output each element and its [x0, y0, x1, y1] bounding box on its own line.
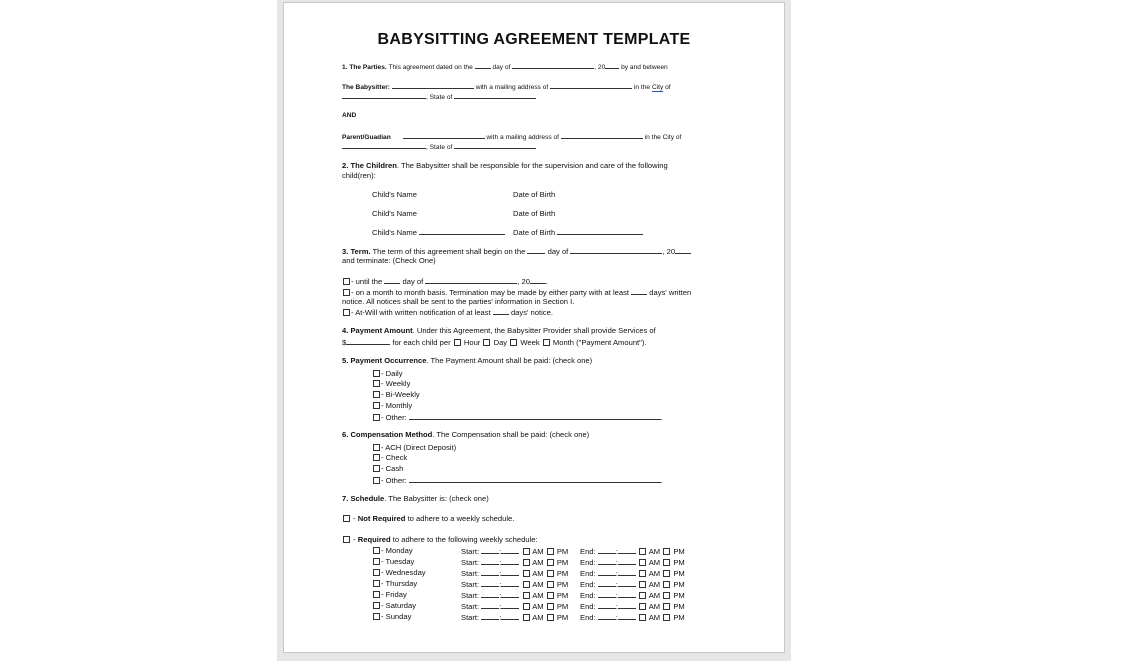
blank	[454, 91, 536, 99]
pm-label: PM	[556, 569, 569, 578]
checkbox[interactable]	[639, 581, 646, 588]
checkbox[interactable]	[547, 581, 554, 588]
end-label: End:	[580, 591, 598, 600]
blank	[501, 612, 519, 620]
pm-label: PM	[673, 580, 685, 589]
schedule-day-label: - Thursday	[381, 579, 418, 588]
blank	[557, 227, 643, 235]
schedule-day-label: - Tuesday	[381, 557, 415, 566]
term-line-2: and terminate: (Check One)	[342, 256, 436, 265]
term-until: - until the day of , 20 .	[342, 276, 548, 286]
checkbox[interactable]	[663, 559, 670, 566]
checkbox[interactable]	[373, 547, 380, 554]
blank	[475, 61, 491, 69]
term-notice: notice. All notices shall be sent to the parties' information in Section I.	[342, 297, 575, 306]
blank	[675, 246, 691, 254]
am-label: AM	[648, 602, 663, 611]
occurrence-option: - Monthly	[372, 401, 412, 410]
checkbox[interactable]	[343, 289, 350, 296]
city-word: City	[651, 84, 664, 91]
schedule-end: End: : AM PM	[580, 613, 685, 622]
checkbox[interactable]	[663, 570, 670, 577]
checkbox[interactable]	[343, 536, 350, 543]
blank	[598, 612, 616, 620]
blank	[570, 246, 662, 254]
checkbox[interactable]	[343, 309, 350, 316]
parent-line: Parent/Guadian with a mailing address of in the City of	[342, 131, 681, 142]
blank	[425, 276, 517, 284]
schedule-required: - Required to adhere to the following weekly schedule:	[342, 535, 538, 544]
schedule-end: End: : AM PM	[580, 580, 685, 589]
am-label: AM	[648, 580, 663, 589]
schedule-line: 7. Schedule. The Babysitter is: (check one)	[342, 494, 489, 503]
child-dob-1: Date of Birth	[513, 190, 556, 199]
checkbox[interactable]	[373, 591, 380, 598]
schedule-end: End: : AM PM	[580, 591, 685, 600]
checkbox[interactable]	[663, 548, 670, 555]
schedule-day-label: - Friday	[381, 590, 407, 599]
end-label: End:	[580, 602, 598, 611]
occurrence-line: 5. Payment Occurrence. The Payment Amount shall be paid: (check one)	[342, 356, 593, 365]
payment-line-2: $ for each child per Hour Day Week Month ("Payment Amount").	[342, 338, 647, 347]
blank	[481, 557, 499, 565]
end-label: End:	[580, 569, 598, 578]
pm-label: PM	[673, 547, 685, 556]
am-label: AM	[532, 591, 546, 600]
blank	[550, 81, 632, 89]
checkbox[interactable]	[639, 559, 646, 566]
checkbox[interactable]	[547, 559, 554, 566]
blank	[409, 475, 661, 483]
checkbox[interactable]	[663, 581, 670, 588]
blank	[481, 590, 499, 598]
term-month: - on a month to month basis. Termination may be made by either party with at least days' written	[342, 287, 691, 297]
am-label: AM	[532, 613, 546, 622]
blank	[501, 579, 519, 587]
schedule-day	[372, 579, 417, 588]
schedule-not-required: - Not Required to adhere to a weekly schedule.	[342, 514, 514, 523]
checkbox[interactable]	[343, 278, 350, 285]
blank	[454, 141, 536, 149]
schedule-day-label: - Sunday	[381, 612, 412, 621]
compensation-option: - ACH (Direct Deposit)	[372, 443, 456, 452]
schedule-end: End: : AM PM	[580, 602, 685, 611]
blank	[493, 307, 509, 315]
blank	[501, 557, 519, 565]
pm-label: PM	[673, 591, 685, 600]
checkbox[interactable]	[373, 444, 380, 451]
parent-label: Parent/Guadian	[342, 134, 391, 141]
parties-line-1: 1. The Parties. This agreement dated on the day of , 20 by and between	[342, 61, 668, 72]
blank	[501, 601, 519, 609]
checkbox[interactable]	[547, 548, 554, 555]
occurrence-option: - Weekly	[372, 379, 410, 388]
term-label: 3. Term.	[342, 247, 371, 256]
start-label: Start:	[461, 591, 482, 600]
start-label: Start:	[461, 547, 482, 556]
blank	[598, 590, 616, 598]
checkbox[interactable]	[373, 465, 380, 472]
document-page	[283, 2, 785, 653]
blank	[392, 81, 474, 89]
term-atwill: - At-Will with written notification of at least days' notice.	[342, 307, 553, 317]
blank	[561, 131, 643, 139]
checkbox[interactable]	[373, 569, 380, 576]
blank	[409, 412, 661, 420]
am-label: AM	[532, 580, 546, 589]
schedule-day	[372, 612, 411, 621]
child-dob-3: Date of Birth	[513, 227, 643, 237]
checkbox[interactable]	[547, 570, 554, 577]
schedule-start: Start: : AM PM	[461, 613, 569, 622]
occurrence-option: - Other: .	[372, 412, 663, 422]
blank	[403, 131, 485, 139]
checkbox[interactable]	[523, 614, 530, 621]
blank	[384, 276, 400, 284]
blank	[598, 601, 616, 609]
start-label: Start:	[461, 558, 482, 567]
parties-label: 1. The Parties.	[342, 64, 387, 71]
parent-state-line: , State of	[342, 141, 536, 152]
blank	[501, 590, 519, 598]
blank	[346, 337, 390, 345]
pm-label: PM	[673, 569, 685, 578]
checkbox[interactable]	[343, 515, 350, 522]
start-label: Start:	[461, 569, 482, 578]
occurrence-label: 5. Payment Occurrence	[342, 356, 427, 365]
checkbox[interactable]	[663, 614, 670, 621]
checkbox[interactable]	[523, 559, 530, 566]
checkbox[interactable]	[639, 592, 646, 599]
schedule-day-label: - Saturday	[381, 601, 417, 610]
end-label: End:	[580, 558, 598, 567]
am-label: AM	[532, 558, 546, 567]
blank	[527, 246, 545, 254]
blank	[618, 546, 636, 554]
pm-label: PM	[556, 547, 569, 556]
blank	[618, 590, 636, 598]
checkbox[interactable]	[373, 370, 380, 377]
schedule-day	[372, 590, 407, 599]
children-label: 2. The Children	[342, 161, 397, 170]
child-row-3: Child's Name	[372, 227, 505, 237]
term-line-1: 3. Term. The term of this agreement shall begin on the day of , 20	[342, 246, 691, 256]
blank	[618, 601, 636, 609]
checkbox[interactable]	[547, 614, 554, 621]
am-label: AM	[648, 569, 663, 578]
babysitter-label: The Babysitter:	[342, 84, 390, 91]
checkbox[interactable]	[373, 477, 380, 484]
pm-label: PM	[673, 613, 685, 622]
checkbox[interactable]	[547, 592, 554, 599]
checkbox[interactable]	[483, 339, 490, 346]
schedule-day-label: - Wednesday	[381, 568, 426, 577]
pm-label: PM	[556, 591, 569, 600]
end-label: End:	[580, 613, 598, 622]
babysitter-state-line: , State of	[342, 91, 536, 102]
checkbox[interactable]	[373, 380, 380, 387]
blank	[501, 546, 519, 554]
checkbox[interactable]	[373, 602, 380, 609]
schedule-day-label: - Monday	[381, 546, 413, 555]
child-dob-2: Date of Birth	[513, 209, 556, 218]
schedule-start: Start: : AM PM	[461, 569, 569, 578]
blank	[342, 141, 426, 149]
blank	[618, 612, 636, 620]
schedule-start: Start: : AM PM	[461, 547, 569, 556]
schedule-day	[372, 568, 426, 577]
blank	[512, 61, 594, 69]
pm-label: PM	[556, 580, 569, 589]
checkbox[interactable]	[543, 339, 550, 346]
blank	[419, 227, 505, 235]
schedule-end: End: : AM PM	[580, 569, 685, 578]
schedule-day	[372, 557, 414, 566]
payment-label: 4. Payment Amount	[342, 326, 413, 335]
pm-label: PM	[556, 558, 569, 567]
blank	[618, 568, 636, 576]
blank	[618, 579, 636, 587]
am-label: AM	[532, 602, 546, 611]
blank	[530, 276, 546, 284]
schedule-start: Start: : AM PM	[461, 558, 569, 567]
blank	[605, 61, 619, 69]
compensation-label: 6. Compensation Method	[342, 430, 433, 439]
pm-label: PM	[673, 558, 685, 567]
blank	[501, 568, 519, 576]
occurrence-option: - Bi-Weekly	[372, 390, 420, 399]
checkbox[interactable]	[663, 603, 670, 610]
child-name-2: Child's Name	[372, 209, 417, 218]
checkbox[interactable]	[547, 603, 554, 610]
am-label: AM	[648, 591, 663, 600]
checkbox[interactable]	[523, 548, 530, 555]
blank	[618, 557, 636, 565]
child-name-1: Child's Name	[372, 190, 417, 199]
checkbox[interactable]	[639, 548, 646, 555]
checkbox[interactable]	[639, 603, 646, 610]
checkbox[interactable]	[373, 454, 380, 461]
am-label: AM	[532, 569, 546, 578]
checkbox[interactable]	[510, 339, 517, 346]
blank	[342, 91, 426, 99]
checkbox[interactable]	[373, 558, 380, 565]
compensation-option: - Cash	[372, 464, 403, 473]
blank	[481, 601, 499, 609]
schedule-start: Start: : AM PM	[461, 580, 569, 589]
compensation-option: - Check	[372, 453, 407, 462]
schedule-end: End: : AM PM	[580, 558, 685, 567]
schedule-start: Start: : AM PM	[461, 602, 569, 611]
document-title: BABYSITTING AGREEMENT TEMPLATE	[377, 31, 691, 48]
blank	[598, 546, 616, 554]
blank	[598, 579, 616, 587]
checkbox[interactable]	[373, 414, 380, 421]
start-label: Start:	[461, 613, 482, 622]
schedule-start: Start: : AM PM	[461, 591, 569, 600]
am-label: AM	[648, 613, 663, 622]
checkbox[interactable]	[373, 402, 380, 409]
checkbox[interactable]	[523, 581, 530, 588]
pm-label: PM	[556, 602, 569, 611]
babysitter-line: The Babysitter: with a mailing address of in the City of	[342, 81, 671, 92]
start-label: Start:	[461, 580, 482, 589]
checkbox[interactable]	[523, 603, 530, 610]
end-label: End:	[580, 547, 598, 556]
am-label: AM	[532, 547, 546, 556]
children-line-2: child(ren):	[342, 171, 376, 180]
pm-label: PM	[556, 613, 569, 622]
checkbox[interactable]	[373, 391, 380, 398]
occurrence-option: - Daily	[372, 369, 403, 378]
blank	[481, 568, 499, 576]
am-label: AM	[648, 558, 663, 567]
checkbox[interactable]	[454, 339, 461, 346]
blank	[598, 568, 616, 576]
checkbox[interactable]	[373, 580, 380, 587]
pm-label: PM	[673, 602, 685, 611]
blank	[598, 557, 616, 565]
checkbox[interactable]	[663, 592, 670, 599]
blank	[481, 612, 499, 620]
schedule-label: 7. Schedule	[342, 494, 385, 503]
compensation-line: 6. Compensation Method. The Compensation shall be paid: (check one)	[342, 430, 590, 439]
start-label: Start:	[461, 602, 482, 611]
children-line: 2. The Children. The Babysitter shall be responsible for the supervision and care of the following	[342, 161, 668, 170]
checkbox[interactable]	[373, 613, 380, 620]
blank	[481, 546, 499, 554]
and-line: AND	[342, 112, 357, 119]
blank	[481, 579, 499, 587]
schedule-end: End: : AM PM	[580, 547, 685, 556]
checkbox[interactable]	[639, 570, 646, 577]
checkbox[interactable]	[639, 614, 646, 621]
schedule-day	[372, 601, 416, 610]
compensation-option: - Other: .	[372, 475, 663, 485]
end-label: End:	[580, 580, 598, 589]
am-label: AM	[648, 547, 663, 556]
checkbox[interactable]	[523, 570, 530, 577]
payment-line-1: 4. Payment Amount. Under this Agreement, the Babysitter Provider shall provide Services of	[342, 326, 656, 335]
checkbox[interactable]	[523, 592, 530, 599]
blank	[631, 287, 647, 295]
schedule-day	[372, 546, 413, 555]
